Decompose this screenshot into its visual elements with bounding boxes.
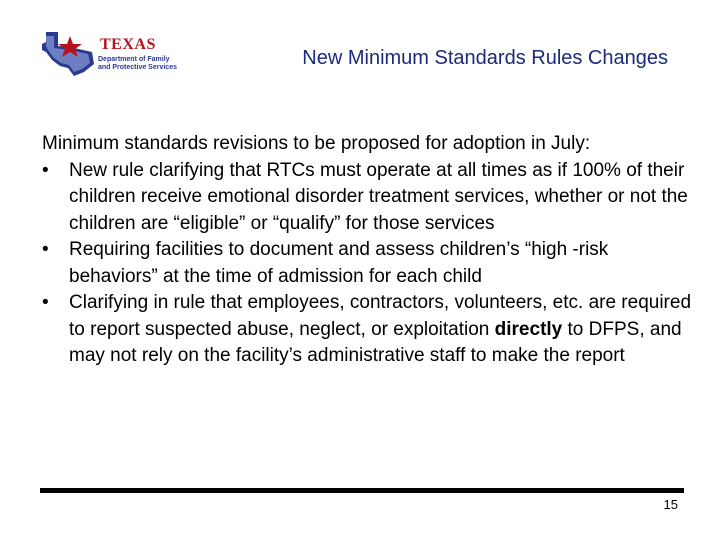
bullet-item [42,158,692,238]
slide-body [42,131,692,370]
dfps-logo [40,30,185,80]
bullet-icon: • [42,239,49,260]
texas-map-icon [40,30,98,78]
logo-department-name: Department of Family and Protective Services [98,56,177,71]
bullet-list [42,158,692,370]
bullet-item [42,237,692,290]
bullet-text-after: to DFPS, and may not rely on the facility’s administrative staff to make the report [69,318,682,366]
footer-divider [40,488,684,493]
bullet-text-emphasis: directly [494,318,563,340]
intro-text: Minimum standards revisions to be proposed for adoption in July: [42,133,591,154]
bullet-text: Requiring facilities to document and assess children’s “high -risk behaviors” at the time of admission for each child [69,239,609,287]
bullet-icon: • [42,292,49,313]
logo-texas-word: TEXAS [100,36,156,53]
bullet-text-before: Clarifying in rule that employees, contractors, volunteers, etc. are required to report suspected abuse, neglect, or exploitation [69,292,692,340]
page-number: 15 [663,497,678,512]
bullet-item [42,290,692,370]
bullet-text: New rule clarifying that RTCs must operate at all times as if 100% of their children receive emotional disorder treatment services, whether or not the children are “eligible” or “qualify” for those services [69,159,688,234]
bullet-icon: • [42,159,49,181]
slide-title: New Minimum Standards Rules Changes [302,47,668,69]
